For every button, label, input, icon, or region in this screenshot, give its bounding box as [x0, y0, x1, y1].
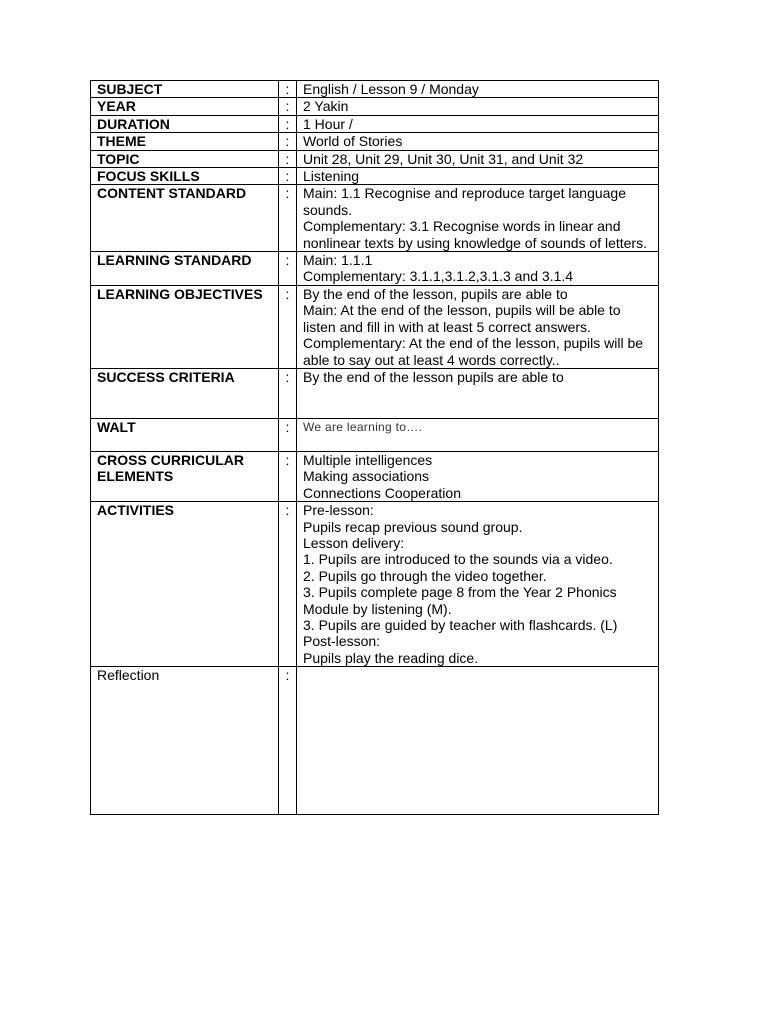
cross-curricular-line-3: Connections Cooperation [303, 484, 461, 501]
success-criteria-value [297, 368, 659, 418]
activities-line-3: Lesson delivery: [303, 534, 405, 551]
walt-value [297, 418, 659, 451]
theme-line: World of Stories [303, 133, 403, 150]
reflection-value [297, 667, 659, 815]
duration-line: 1 Hour / [303, 115, 353, 132]
year-label: YEAR [91, 98, 279, 115]
duration-value [297, 115, 659, 132]
theme-label: THEME [91, 133, 279, 150]
reflection-separator: : [279, 667, 297, 815]
content-standard-main: Main: 1.1 Recognise and reproduce target language sounds. [303, 185, 626, 218]
focus-skills-label: FOCUS SKILLS [91, 168, 279, 185]
subject-line: English / Lesson 9 / Monday [303, 81, 479, 97]
activities-line-6: 3. Pupils complete page 8 from the Year 2 Phonics Module by listening (M). [303, 584, 617, 617]
focus-skills-separator: : [279, 168, 297, 185]
learning-objectives-value [297, 285, 659, 368]
row-focus-skills [91, 168, 659, 185]
activities-label: ACTIVITIES [91, 502, 279, 667]
row-duration [91, 115, 659, 132]
learning-standard-label: LEARNING STANDARD [91, 252, 279, 286]
learning-standard-value [297, 252, 659, 286]
activities-line-2: Pupils recap previous sound group. [303, 518, 523, 535]
activities-line-1: Pre-lesson: [303, 502, 374, 519]
cross-curricular-value [297, 451, 659, 501]
row-activities [91, 502, 659, 667]
subject-label: SUBJECT [91, 81, 279, 98]
learning-standard-separator: : [279, 252, 297, 286]
activities-line-8: Post-lesson: [303, 633, 381, 650]
row-learning-objectives [91, 285, 659, 368]
learning-objectives-separator: : [279, 285, 297, 368]
learning-objectives-complementary: Complementary: At the end of the lesson, pupils will be able to say out at least 4 words correctly.. [303, 335, 644, 368]
content-standard-label: CONTENT STANDARD [91, 185, 279, 252]
row-subject [91, 81, 659, 98]
subject-separator: : [279, 81, 297, 98]
activities-value [297, 502, 659, 667]
cross-curricular-line-2: Making associations [303, 468, 430, 485]
activities-line-9: Pupils play the reading dice. [303, 649, 479, 666]
theme-value [297, 133, 659, 150]
reflection-label: Reflection [91, 667, 279, 815]
walt-label: WALT [91, 418, 279, 451]
walt-separator: : [279, 418, 297, 451]
topic-separator: : [279, 150, 297, 167]
row-content-standard [91, 185, 659, 252]
theme-separator: : [279, 133, 297, 150]
focus-skills-line: Listening [303, 168, 360, 185]
learning-standard-complementary: Complementary: 3.1.1,3.1.2,3.1.3 and 3.1.4 [303, 268, 574, 285]
topic-value [297, 150, 659, 167]
row-success-criteria [91, 368, 659, 418]
success-criteria-line: By the end of the lesson pupils are able to [303, 368, 564, 385]
learning-standard-main: Main: 1.1.1 [303, 252, 373, 269]
content-standard-value [297, 185, 659, 252]
year-value [297, 98, 659, 115]
subject-value [297, 81, 659, 98]
duration-label: DURATION [91, 115, 279, 132]
row-year [91, 98, 659, 115]
row-learning-standard [91, 252, 659, 286]
row-topic [91, 150, 659, 167]
walt-line: We are learning to…. [303, 419, 423, 434]
success-criteria-label: SUCCESS CRITERIA [91, 368, 279, 418]
row-reflection [91, 667, 659, 815]
learning-objectives-intro: By the end of the lesson, pupils are able to [303, 285, 568, 302]
content-standard-separator: : [279, 185, 297, 252]
row-theme [91, 133, 659, 150]
row-cross-curricular-elements [91, 451, 659, 501]
activities-line-4: 1. Pupils are introduced to the sounds via a video. [303, 551, 613, 568]
learning-objectives-label: LEARNING OBJECTIVES [91, 285, 279, 368]
success-criteria-separator: : [279, 368, 297, 418]
year-separator: : [279, 98, 297, 115]
cross-curricular-separator: : [279, 451, 297, 501]
row-walt [91, 418, 659, 451]
duration-separator: : [279, 115, 297, 132]
content-standard-complementary: Complementary: 3.1 Recognise words in linear and nonlinear texts by using knowledge of sounds of letters. [303, 218, 647, 251]
activities-line-5: 2. Pupils go through the video together. [303, 567, 547, 584]
cross-curricular-label: CROSS CURRICULAR ELEMENTS [91, 451, 279, 501]
learning-objectives-main: Main: At the end of the lesson, pupils will be able to listen and fill in with at least 5 correct answers. [303, 302, 621, 335]
lesson-plan-table [90, 80, 659, 815]
activities-separator: : [279, 502, 297, 667]
topic-label: TOPIC [91, 150, 279, 167]
focus-skills-value [297, 168, 659, 185]
activities-line-7: 3. Pupils are guided by teacher with flashcards. (L) [303, 616, 618, 633]
cross-curricular-line-1: Multiple intelligences [303, 451, 433, 468]
topic-line: Unit 28, Unit 29, Unit 30, Unit 31, and Unit 32 [303, 150, 584, 167]
year-line: 2 Yakin [303, 98, 349, 115]
